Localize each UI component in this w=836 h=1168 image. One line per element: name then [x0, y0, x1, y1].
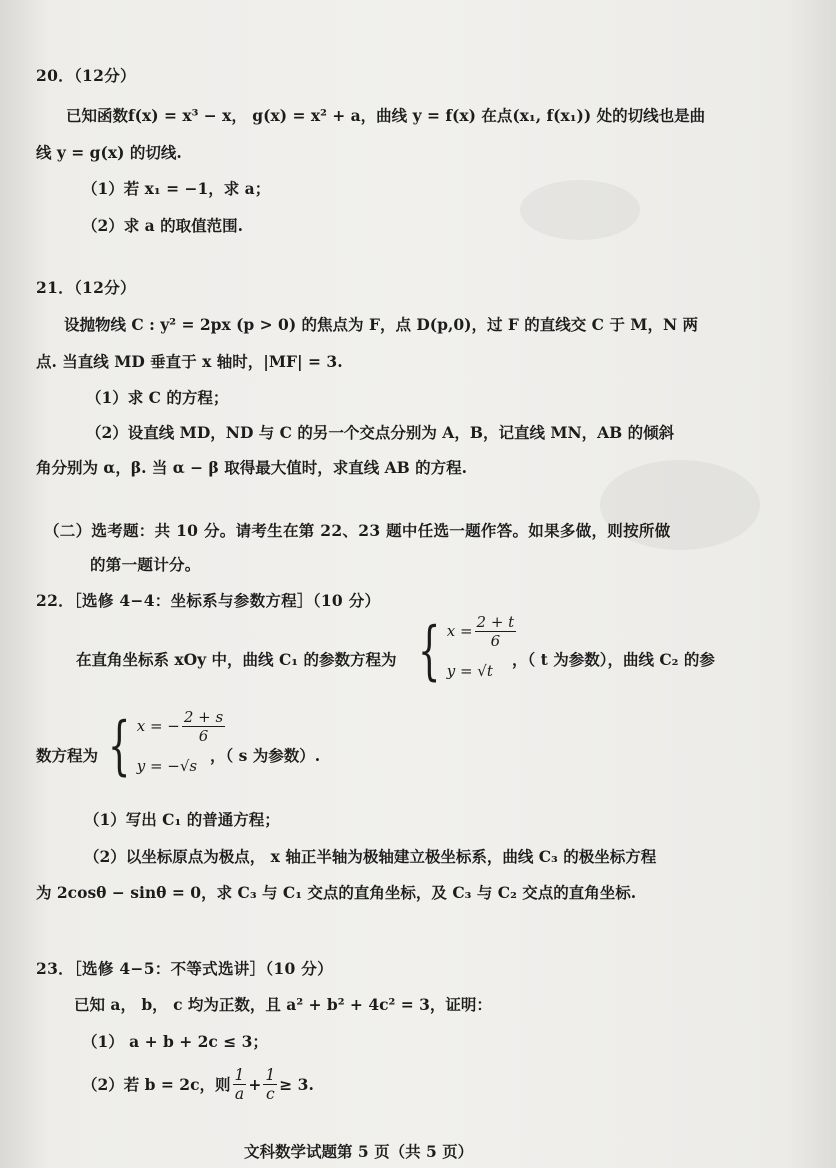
left-brace-icon: {	[418, 614, 441, 688]
fraction-1-over-a	[233, 1066, 247, 1103]
q23-part2-suffix: ≥ 3.	[279, 1074, 314, 1094]
q22-heading: 22．［选修 4−4：坐标系与参数方程］（10 分）	[36, 591, 381, 610]
q23-heading: 23．［选修 4−5：不等式选讲］（10 分）	[36, 959, 333, 978]
c2-prefix: 数方程为	[36, 746, 99, 765]
q21-part2-line2: 角分别为 α，β. 当 α − β 取得最大值时，求直线 AB 的方程.	[36, 458, 468, 477]
page-footer: 文科数学试题第 5 页（共 5 页）	[244, 1142, 474, 1161]
q23-part1: （1） a + b + 2c ≤ 3；	[82, 1032, 268, 1051]
left-brace-icon: {	[108, 709, 131, 783]
q20-line2: 线 y = g(x) 的切线.	[36, 143, 182, 162]
q20-part2: （2）求 a 的取值范围.	[82, 216, 244, 235]
c2-y-equation: y = −√s	[136, 757, 198, 775]
c1-x-fraction	[475, 613, 517, 650]
section2-line1: （二）选考题：共 10 分。请考生在第 22、23 题中任选一题作答。如果多做，则按所做	[44, 521, 671, 540]
c2-x-denominator: 6	[198, 726, 209, 745]
c1-after-text: ，（ t 为参数），曲线 C₂ 的参	[512, 650, 715, 669]
q22-intro: 在直角坐标系 xOy 中，曲线 C₁ 的参数方程为	[76, 650, 397, 669]
q22-part2-line1: （2）以坐标原点为极点， x 轴正半轴为极轴建立极坐标系，曲线 C₃ 的极坐标方程	[84, 847, 657, 866]
q20-line1: 已知函数f(x) = x³ − x， g(x) = x² + a，曲线 y = f(x) 在点(x₁, f(x₁)) 处的切线也是曲	[66, 106, 706, 125]
q23-line1: 已知 a， b， c 均为正数，且 a² + b² + 4c² = 3，证明：	[74, 995, 492, 1014]
q21-part2-line1: （2）设直线 MD，ND 与 C 的另一个交点分别为 A，B，记直线 MN，AB 的倾斜	[86, 423, 675, 442]
section2-line2: 的第一题计分。	[90, 555, 201, 574]
q20-part1: （1）若 x₁ = −1，求 a；	[82, 179, 271, 198]
q21-heading: 21．（12分）	[36, 278, 136, 297]
paper-smudge	[520, 180, 640, 240]
fraction-1-numerator: 1	[234, 1065, 245, 1084]
q22-part1: （1）写出 C₁ 的普通方程；	[84, 810, 280, 829]
plus-sign: +	[248, 1074, 262, 1094]
c1-y-equation: y = √t	[446, 662, 493, 680]
q21-part1: （1）求 C 的方程；	[86, 388, 229, 407]
c1-x-numerator: 2 + t	[476, 612, 515, 631]
c1-x-denominator: 6	[490, 631, 501, 650]
c1-param-system	[418, 612, 518, 688]
c2-x-lhs: x = −	[136, 717, 180, 735]
fraction-1-over-c	[263, 1066, 277, 1103]
q23-part2	[82, 1055, 314, 1113]
q23-part2-prefix: （2）若 b = 2c，则	[82, 1075, 231, 1094]
fraction-2-numerator: 1	[265, 1065, 276, 1084]
q21-line1: 设抛物线 C : y² = 2px (p > 0) 的焦点为 F，点 D(p,0)，过 F 的直线交 C 于 M，N 两	[64, 315, 699, 334]
c2-after-text: ，（ s 为参数）.	[210, 746, 321, 765]
fraction-1-denominator: a	[234, 1084, 245, 1103]
c2-x-fraction	[182, 708, 225, 745]
fraction-2-denominator: c	[266, 1084, 275, 1103]
c1-x-lhs: x =	[446, 622, 473, 640]
q20-heading: 20．（12分）	[36, 66, 136, 85]
q22-part2-line2: 为 2cosθ − sinθ = 0，求 C₃ 与 C₁ 交点的直角坐标，及 C₃ 与 C₂ 交点的直角坐标.	[36, 883, 637, 902]
q21-line2: 点. 当直线 MD 垂直于 x 轴时，|MF| = 3.	[36, 352, 343, 371]
c2-x-numerator: 2 + s	[183, 707, 224, 726]
